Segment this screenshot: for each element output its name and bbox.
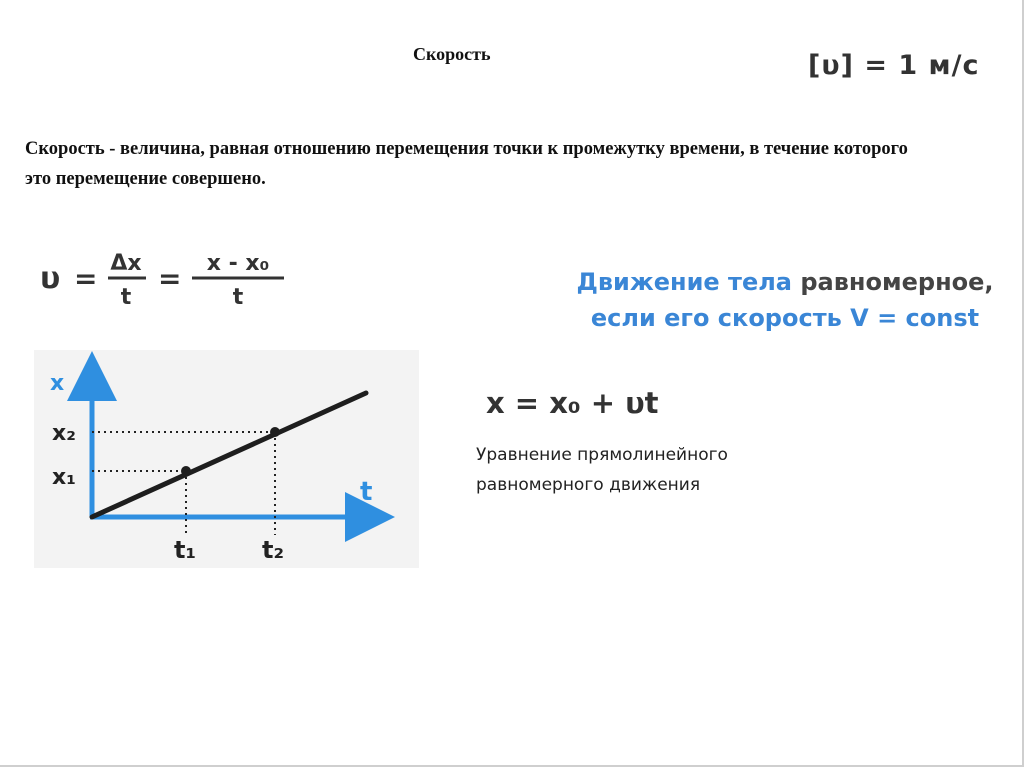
formula-eq-2: = <box>158 262 182 295</box>
t2-label: t₂ <box>262 536 284 564</box>
motion-equation-caption: Уравнение прямолинейного равномерного движения <box>476 445 728 495</box>
uniform-motion-note <box>560 264 1010 336</box>
x1-label: x₁ <box>52 465 76 490</box>
uniform-note-line-1 <box>560 264 1010 300</box>
formula-frac2-num: x - x₀ <box>206 251 270 276</box>
motion-graph <box>34 350 419 568</box>
speed-definition: Скорость - величина, равная отношению перемещения точки к промежутку времени, в течение которого это перемещение совершено. <box>25 139 908 189</box>
speed-unit-formula: [υ] = 1 м/с <box>808 50 980 81</box>
motion-line <box>92 393 366 517</box>
x2-label: x₂ <box>52 421 76 446</box>
y-axis-label: x <box>50 371 65 396</box>
slide-title: Скорость <box>413 44 491 64</box>
formula-lhs: υ <box>40 261 61 296</box>
t1-label: t₁ <box>174 536 196 564</box>
formula-eq-1: = <box>74 262 98 295</box>
x-axis-label: t <box>360 477 373 507</box>
uniform-note-part4: V = const <box>850 304 980 332</box>
uniform-note-part2: равномерное, <box>800 268 994 296</box>
point-1 <box>181 466 191 476</box>
formula-frac2-den: t <box>232 285 244 310</box>
uniform-note-line-2 <box>560 300 1010 336</box>
formula-frac1-num: Δx <box>110 251 142 276</box>
formula-frac1-den: t <box>120 285 132 310</box>
speed-formula <box>36 240 296 320</box>
point-2 <box>270 427 280 437</box>
uniform-note-part3: если его скорость <box>590 304 842 332</box>
motion-graph-svg <box>34 350 419 568</box>
motion-equation: x = x₀ + υt <box>486 386 659 420</box>
uniform-note-part1: Движение тела <box>576 268 792 296</box>
